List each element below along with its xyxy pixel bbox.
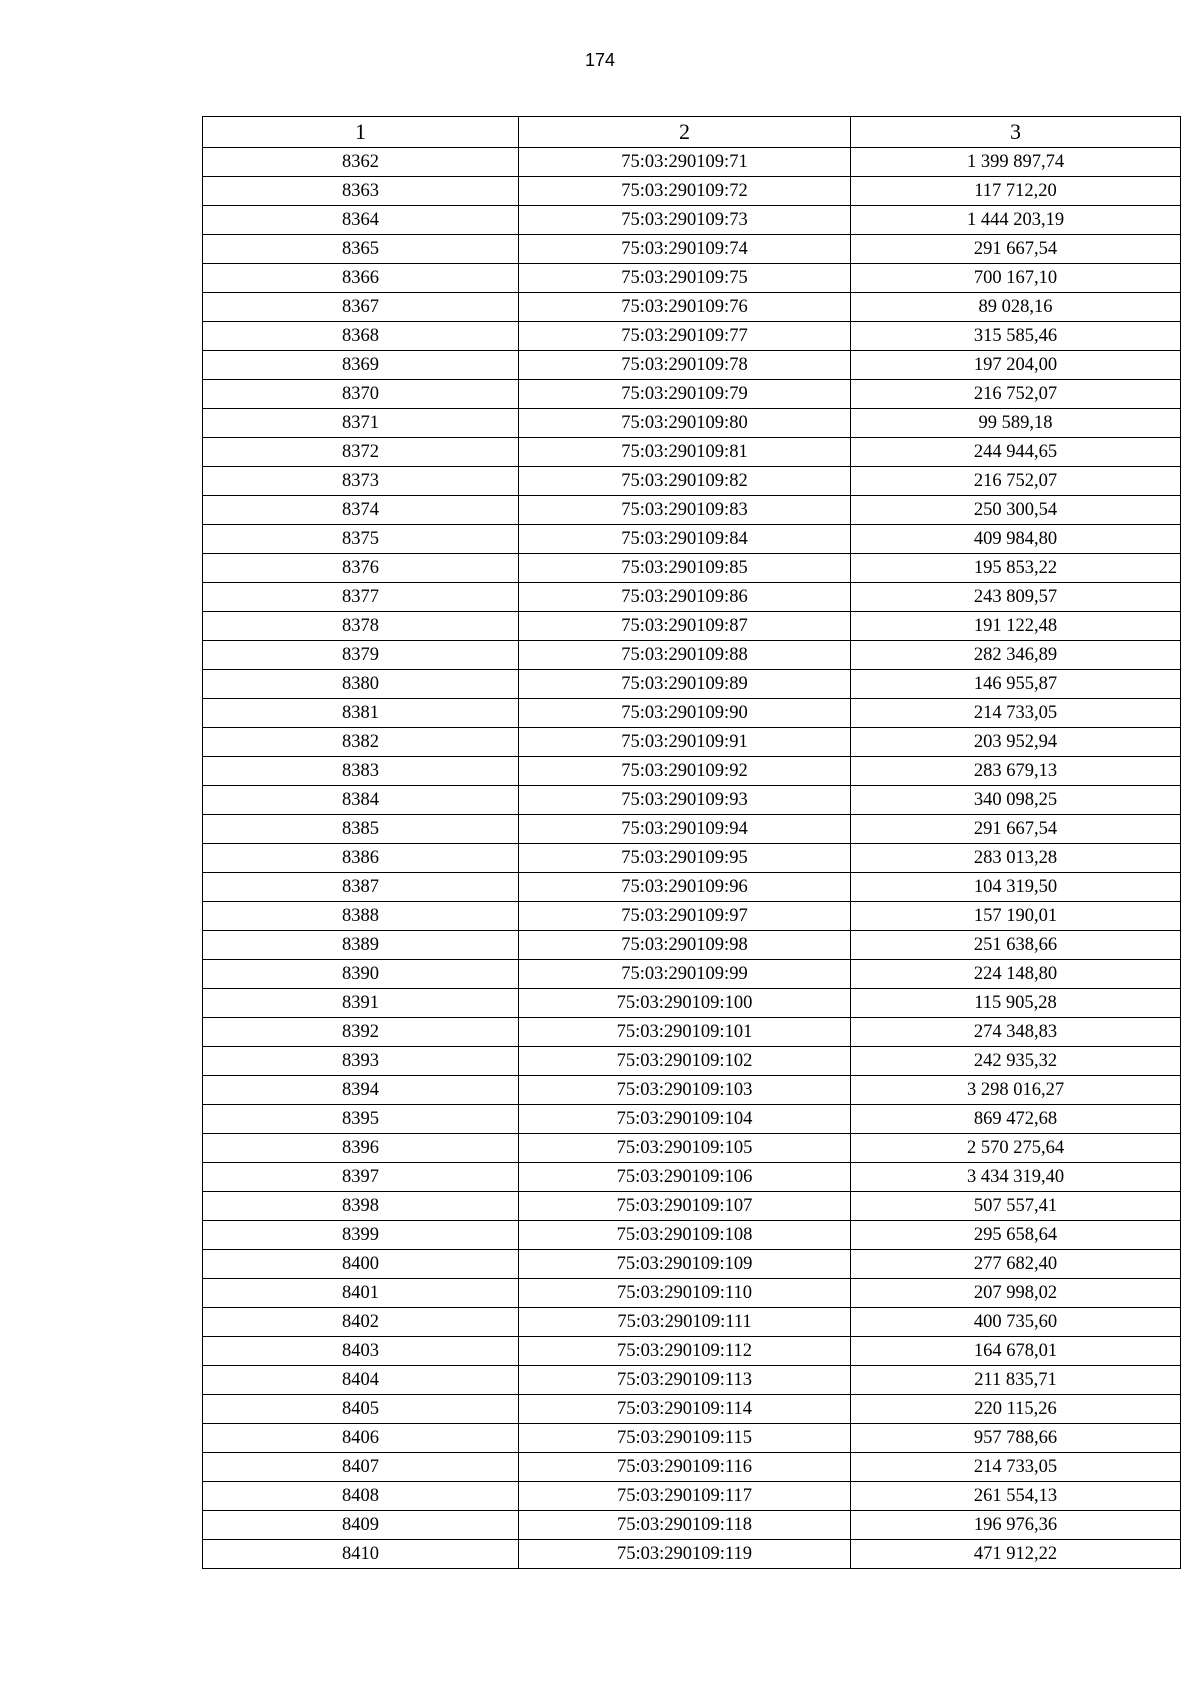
- cadastral-number-cell: 75:03:290109:104: [519, 1105, 851, 1134]
- row-number-cell: 8393: [203, 1047, 519, 1076]
- value-cell: 244 944,65: [851, 438, 1181, 467]
- value-cell: 191 122,48: [851, 612, 1181, 641]
- table-row: [203, 1221, 1181, 1250]
- value-cell: 195 853,22: [851, 554, 1181, 583]
- cadastral-number-cell: 75:03:290109:92: [519, 757, 851, 786]
- table-row: [203, 844, 1181, 873]
- table-row: [203, 351, 1181, 380]
- value-cell: 146 955,87: [851, 670, 1181, 699]
- column-header-2: 2: [519, 117, 851, 148]
- table-row: [203, 264, 1181, 293]
- table-row: [203, 728, 1181, 757]
- row-number-cell: 8408: [203, 1482, 519, 1511]
- cadastral-number-cell: 75:03:290109:74: [519, 235, 851, 264]
- value-cell: 315 585,46: [851, 322, 1181, 351]
- value-cell: 99 589,18: [851, 409, 1181, 438]
- cadastral-number-cell: 75:03:290109:115: [519, 1424, 851, 1453]
- cadastral-number-cell: 75:03:290109:88: [519, 641, 851, 670]
- row-number-cell: 8388: [203, 902, 519, 931]
- value-cell: 207 998,02: [851, 1279, 1181, 1308]
- value-cell: 250 300,54: [851, 496, 1181, 525]
- table-row: [203, 960, 1181, 989]
- cadastral-number-cell: 75:03:290109:81: [519, 438, 851, 467]
- row-number-cell: 8370: [203, 380, 519, 409]
- table-row: [203, 467, 1181, 496]
- cadastral-number-cell: 75:03:290109:116: [519, 1453, 851, 1482]
- table-row: [203, 1395, 1181, 1424]
- value-cell: 115 905,28: [851, 989, 1181, 1018]
- row-number-cell: 8397: [203, 1163, 519, 1192]
- value-cell: 274 348,83: [851, 1018, 1181, 1047]
- cadastral-number-cell: 75:03:290109:90: [519, 699, 851, 728]
- table-row: [203, 1308, 1181, 1337]
- header-row: [203, 117, 1181, 148]
- row-number-cell: 8378: [203, 612, 519, 641]
- value-cell: 197 204,00: [851, 351, 1181, 380]
- value-cell: 283 013,28: [851, 844, 1181, 873]
- table-row: [203, 409, 1181, 438]
- cadastral-number-cell: 75:03:290109:95: [519, 844, 851, 873]
- cadastral-number-cell: 75:03:290109:80: [519, 409, 851, 438]
- table-row: [203, 1424, 1181, 1453]
- table-row: [203, 1250, 1181, 1279]
- value-cell: 251 638,66: [851, 931, 1181, 960]
- row-number-cell: 8410: [203, 1540, 519, 1569]
- table-row: [203, 1192, 1181, 1221]
- table-row: [203, 293, 1181, 322]
- value-cell: 1 399 897,74: [851, 148, 1181, 177]
- table-row: [203, 1337, 1181, 1366]
- row-number-cell: 8365: [203, 235, 519, 264]
- row-number-cell: 8398: [203, 1192, 519, 1221]
- column-header-3: 3: [851, 117, 1181, 148]
- cadastral-number-cell: 75:03:290109:76: [519, 293, 851, 322]
- row-number-cell: 8384: [203, 786, 519, 815]
- row-number-cell: 8375: [203, 525, 519, 554]
- cadastral-value-table: [202, 116, 1181, 1569]
- row-number-cell: 8366: [203, 264, 519, 293]
- row-number-cell: 8396: [203, 1134, 519, 1163]
- table-row: [203, 757, 1181, 786]
- value-cell: 220 115,26: [851, 1395, 1181, 1424]
- row-number-cell: 8374: [203, 496, 519, 525]
- table-header: [203, 117, 1181, 148]
- row-number-cell: 8382: [203, 728, 519, 757]
- table-row: [203, 554, 1181, 583]
- cadastral-number-cell: 75:03:290109:119: [519, 1540, 851, 1569]
- table-row: [203, 1279, 1181, 1308]
- row-number-cell: 8376: [203, 554, 519, 583]
- table-row: [203, 670, 1181, 699]
- row-number-cell: 8362: [203, 148, 519, 177]
- cadastral-number-cell: 75:03:290109:73: [519, 206, 851, 235]
- table-row: [203, 1047, 1181, 1076]
- table-row: [203, 1511, 1181, 1540]
- cadastral-number-cell: 75:03:290109:111: [519, 1308, 851, 1337]
- cadastral-number-cell: 75:03:290109:79: [519, 380, 851, 409]
- value-cell: 957 788,66: [851, 1424, 1181, 1453]
- row-number-cell: 8380: [203, 670, 519, 699]
- table-row: [203, 1366, 1181, 1395]
- value-cell: 196 976,36: [851, 1511, 1181, 1540]
- value-cell: 224 148,80: [851, 960, 1181, 989]
- value-cell: 89 028,16: [851, 293, 1181, 322]
- table-row: [203, 1105, 1181, 1134]
- value-cell: 295 658,64: [851, 1221, 1181, 1250]
- table-row: [203, 989, 1181, 1018]
- cadastral-number-cell: 75:03:290109:107: [519, 1192, 851, 1221]
- table-row: [203, 235, 1181, 264]
- value-cell: 700 167,10: [851, 264, 1181, 293]
- row-number-cell: 8377: [203, 583, 519, 612]
- row-number-cell: 8399: [203, 1221, 519, 1250]
- row-number-cell: 8383: [203, 757, 519, 786]
- value-cell: 216 752,07: [851, 467, 1181, 496]
- table-row: [203, 380, 1181, 409]
- value-cell: 261 554,13: [851, 1482, 1181, 1511]
- row-number-cell: 8409: [203, 1511, 519, 1540]
- cadastral-number-cell: 75:03:290109:110: [519, 1279, 851, 1308]
- cadastral-number-cell: 75:03:290109:89: [519, 670, 851, 699]
- value-cell: 214 733,05: [851, 699, 1181, 728]
- row-number-cell: 8404: [203, 1366, 519, 1395]
- cadastral-number-cell: 75:03:290109:97: [519, 902, 851, 931]
- value-cell: 282 346,89: [851, 641, 1181, 670]
- table-row: [203, 1540, 1181, 1569]
- cadastral-number-cell: 75:03:290109:109: [519, 1250, 851, 1279]
- row-number-cell: 8379: [203, 641, 519, 670]
- row-number-cell: 8390: [203, 960, 519, 989]
- table-body: [203, 148, 1181, 1569]
- table-row: [203, 786, 1181, 815]
- value-cell: 104 319,50: [851, 873, 1181, 902]
- table-row: [203, 1134, 1181, 1163]
- column-header-1: 1: [203, 117, 519, 148]
- value-cell: 869 472,68: [851, 1105, 1181, 1134]
- table-row: [203, 525, 1181, 554]
- value-cell: 242 935,32: [851, 1047, 1181, 1076]
- cadastral-number-cell: 75:03:290109:91: [519, 728, 851, 757]
- value-cell: 471 912,22: [851, 1540, 1181, 1569]
- row-number-cell: 8406: [203, 1424, 519, 1453]
- row-number-cell: 8372: [203, 438, 519, 467]
- value-cell: 340 098,25: [851, 786, 1181, 815]
- table-row: [203, 902, 1181, 931]
- cadastral-number-cell: 75:03:290109:93: [519, 786, 851, 815]
- row-number-cell: 8364: [203, 206, 519, 235]
- row-number-cell: 8401: [203, 1279, 519, 1308]
- row-number-cell: 8394: [203, 1076, 519, 1105]
- table-row: [203, 496, 1181, 525]
- table-row: [203, 699, 1181, 728]
- value-cell: 3 298 016,27: [851, 1076, 1181, 1105]
- cadastral-number-cell: 75:03:290109:78: [519, 351, 851, 380]
- cadastral-number-cell: 75:03:290109:85: [519, 554, 851, 583]
- cadastral-number-cell: 75:03:290109:99: [519, 960, 851, 989]
- table-row: [203, 583, 1181, 612]
- cadastral-number-cell: 75:03:290109:114: [519, 1395, 851, 1424]
- cadastral-number-cell: 75:03:290109:87: [519, 612, 851, 641]
- value-cell: 277 682,40: [851, 1250, 1181, 1279]
- cadastral-number-cell: 75:03:290109:98: [519, 931, 851, 960]
- cadastral-number-cell: 75:03:290109:106: [519, 1163, 851, 1192]
- value-cell: 164 678,01: [851, 1337, 1181, 1366]
- table-row: [203, 1453, 1181, 1482]
- row-number-cell: 8389: [203, 931, 519, 960]
- row-number-cell: 8402: [203, 1308, 519, 1337]
- value-cell: 409 984,80: [851, 525, 1181, 554]
- row-number-cell: 8395: [203, 1105, 519, 1134]
- row-number-cell: 8381: [203, 699, 519, 728]
- value-cell: 400 735,60: [851, 1308, 1181, 1337]
- row-number-cell: 8368: [203, 322, 519, 351]
- value-cell: 1 444 203,19: [851, 206, 1181, 235]
- table-row: [203, 931, 1181, 960]
- table-row: [203, 206, 1181, 235]
- cadastral-number-cell: 75:03:290109:82: [519, 467, 851, 496]
- row-number-cell: 8373: [203, 467, 519, 496]
- row-number-cell: 8403: [203, 1337, 519, 1366]
- cadastral-number-cell: 75:03:290109:72: [519, 177, 851, 206]
- cadastral-number-cell: 75:03:290109:103: [519, 1076, 851, 1105]
- cadastral-number-cell: 75:03:290109:101: [519, 1018, 851, 1047]
- table-row: [203, 177, 1181, 206]
- row-number-cell: 8363: [203, 177, 519, 206]
- row-number-cell: 8391: [203, 989, 519, 1018]
- table-row: [203, 438, 1181, 467]
- row-number-cell: 8385: [203, 815, 519, 844]
- row-number-cell: 8367: [203, 293, 519, 322]
- cadastral-number-cell: 75:03:290109:105: [519, 1134, 851, 1163]
- table-row: [203, 322, 1181, 351]
- cadastral-number-cell: 75:03:290109:112: [519, 1337, 851, 1366]
- value-cell: 3 434 319,40: [851, 1163, 1181, 1192]
- value-cell: 214 733,05: [851, 1453, 1181, 1482]
- cadastral-number-cell: 75:03:290109:108: [519, 1221, 851, 1250]
- page-number: 174: [584, 50, 616, 70]
- table-row: [203, 1018, 1181, 1047]
- row-number-cell: 8369: [203, 351, 519, 380]
- value-cell: 216 752,07: [851, 380, 1181, 409]
- cadastral-number-cell: 75:03:290109:94: [519, 815, 851, 844]
- table-row: [203, 1076, 1181, 1105]
- cadastral-number-cell: 75:03:290109:100: [519, 989, 851, 1018]
- cadastral-number-cell: 75:03:290109:71: [519, 148, 851, 177]
- row-number-cell: 8407: [203, 1453, 519, 1482]
- cadastral-number-cell: 75:03:290109:86: [519, 583, 851, 612]
- cadastral-number-cell: 75:03:290109:83: [519, 496, 851, 525]
- row-number-cell: 8400: [203, 1250, 519, 1279]
- value-cell: 157 190,01: [851, 902, 1181, 931]
- cadastral-number-cell: 75:03:290109:77: [519, 322, 851, 351]
- cadastral-number-cell: 75:03:290109:75: [519, 264, 851, 293]
- value-cell: 291 667,54: [851, 235, 1181, 264]
- row-number-cell: 8405: [203, 1395, 519, 1424]
- table-row: [203, 148, 1181, 177]
- cadastral-number-cell: 75:03:290109:117: [519, 1482, 851, 1511]
- cadastral-number-cell: 75:03:290109:96: [519, 873, 851, 902]
- cadastral-number-cell: 75:03:290109:102: [519, 1047, 851, 1076]
- table-row: [203, 815, 1181, 844]
- value-cell: 243 809,57: [851, 583, 1181, 612]
- row-number-cell: 8386: [203, 844, 519, 873]
- cadastral-number-cell: 75:03:290109:113: [519, 1366, 851, 1395]
- value-cell: 507 557,41: [851, 1192, 1181, 1221]
- value-cell: 203 952,94: [851, 728, 1181, 757]
- table-row: [203, 1163, 1181, 1192]
- table-row: [203, 1482, 1181, 1511]
- row-number-cell: 8392: [203, 1018, 519, 1047]
- table-row: [203, 641, 1181, 670]
- value-cell: 283 679,13: [851, 757, 1181, 786]
- value-cell: 291 667,54: [851, 815, 1181, 844]
- table-row: [203, 612, 1181, 641]
- table-row: [203, 873, 1181, 902]
- value-cell: 117 712,20: [851, 177, 1181, 206]
- row-number-cell: 8371: [203, 409, 519, 438]
- value-cell: 2 570 275,64: [851, 1134, 1181, 1163]
- cadastral-number-cell: 75:03:290109:84: [519, 525, 851, 554]
- value-cell: 211 835,71: [851, 1366, 1181, 1395]
- row-number-cell: 8387: [203, 873, 519, 902]
- cadastral-number-cell: 75:03:290109:118: [519, 1511, 851, 1540]
